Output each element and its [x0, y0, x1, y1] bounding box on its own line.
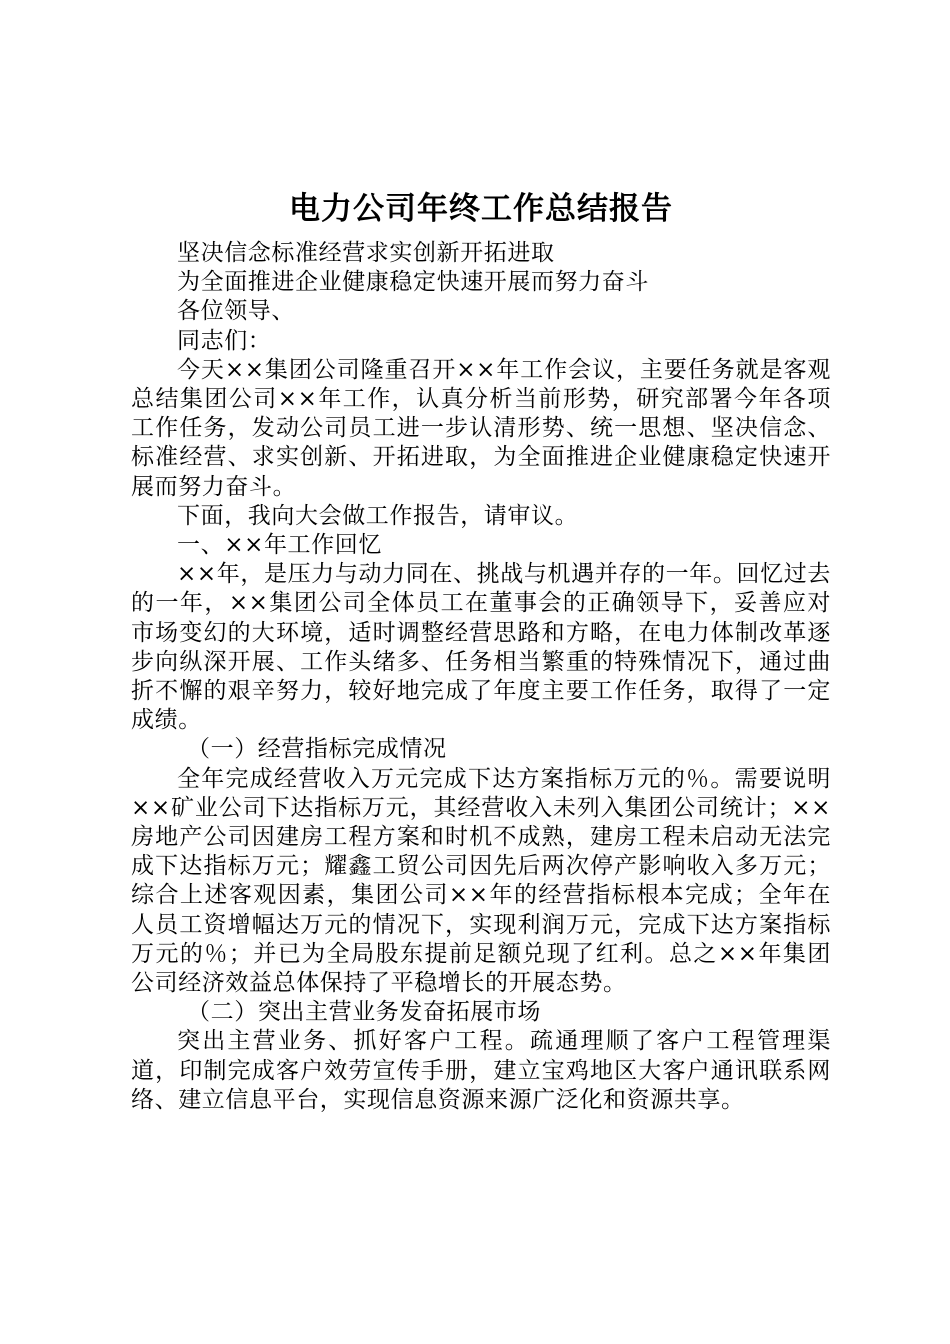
indicators-paragraph: 全年完成经营收入万元完成下达方案指标万元的％。需要说明××矿业公司下达指标万元，其经营收入未列入集团公司统计；××房地产公司因建房工程方案和时机不成熟，建房工程未启动无法完成下达指标万元；耀鑫工贸公司因先后两次停产影响收入多万元；综合上述客观因素，集团公司××年的经营指标根本完成；全年在人员工资增幅达万元的情况下，实现利润万元，完成下达方案指标万元的％；并已为全局股东提前足额兑现了红利。总之××年集团公司经济效益总体保持了平稳增长的开展态势。 — [131, 765, 831, 997]
report-intro: 下面，我向大会做工作报告，请审议。 — [177, 502, 579, 529]
document-page — [131, 183, 831, 1115]
slogan-line-2: 为全面推进企业健康稳定快速开展而努力奋斗 — [177, 269, 649, 296]
salutation-comrades: 同志们： — [177, 327, 272, 354]
review-paragraph: ××年，是压力与动力同在、挑战与机遇并存的一年。回忆过去的一年，××集团公司全体员工在董事会的正确领导下，妥善应对市场变幻的大环境，适时调整经营思路和方略，在电力体制改革逐步向纵深开展、工作头绪多、任务相当繁重的特殊情况下，通过曲折不懈的艰辛努力，较好地完成了年度主要工作任务，取得了一定成绩。 — [131, 561, 831, 734]
document-title: 电力公司年终工作总结报告 — [289, 191, 673, 227]
subsection-heading-1: （一）经营指标完成情况 — [187, 736, 447, 763]
salutation-leaders: 各位领导、 — [177, 298, 295, 325]
slogan-line-1: 坚决信念标准经营求实创新开拓进取 — [177, 240, 555, 266]
opening-paragraph: 今天××集团公司隆重召开××年工作会议，主要任务就是客观总结集团公司××年工作，认真分析当前形势，研究部署今年各项工作任务，发动公司员工进一步认清形势、统一思想、坚决信念、标准经营、求实创新、开拓进取，为全面推进企业健康稳定快速开展而努力奋斗。 — [131, 356, 831, 500]
section-heading-1: 一、××年工作回忆 — [177, 532, 382, 559]
business-paragraph: 突出主营业务、抓好客户工程。疏通理顺了客户工程管理渠道，印制完成客户效劳宣传手册，建立宝鸡地区大客户通讯联系网络、建立信息平台，实现信息资源来源广泛化和资源共享。 — [131, 1028, 831, 1113]
subsection-heading-2: （二）突出主营业务发奋拓展市场 — [187, 999, 541, 1026]
